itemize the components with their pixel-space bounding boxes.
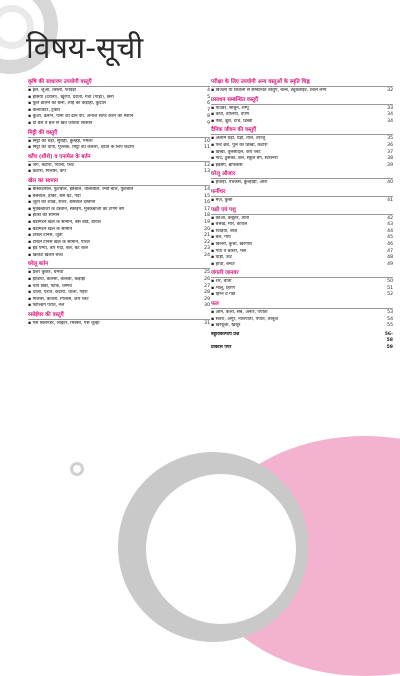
toc-entry[interactable] bbox=[211, 235, 393, 242]
toc-entry[interactable] bbox=[211, 143, 393, 150]
entry-page-number: 31 bbox=[204, 321, 210, 327]
entry-title: ▪ कटोरी, गिलास, कप bbox=[28, 169, 66, 175]
toc-section bbox=[28, 261, 210, 310]
entry-title: ▪ हंसिया (दराती), खुरपी, दरांती, गैंती (गाड़ा), छैनी bbox=[28, 94, 114, 100]
toc-section bbox=[28, 178, 210, 260]
toc-entry[interactable] bbox=[28, 95, 210, 102]
entry-page-number: 55 bbox=[387, 323, 393, 329]
toc-entry[interactable] bbox=[28, 114, 210, 121]
entry-title: ▪ चिड़िया, बाज़ bbox=[211, 228, 238, 234]
entry-page-number: 7 bbox=[207, 107, 210, 113]
toc-entry[interactable] bbox=[28, 321, 210, 328]
entry-title: बहुविकल्पीय प्रश्न bbox=[211, 331, 240, 337]
entry-title: ▪ फोल्डिंग परात, नल bbox=[28, 303, 65, 309]
toc-entry[interactable] bbox=[28, 220, 210, 227]
decorative-white-circle bbox=[146, 474, 296, 624]
section-heading: घरेलू औजार bbox=[211, 171, 393, 179]
toc-entry[interactable] bbox=[211, 286, 393, 293]
entry-page-number: 28 bbox=[204, 290, 210, 296]
entry-title: ▪ घोड़ा, ऊँट bbox=[211, 255, 232, 261]
entry-title: ▪ गैस सिलेण्डर, लाइटर, मिक्सी, गैस चूल्हा bbox=[28, 321, 100, 327]
entry-page-number: 21 bbox=[204, 233, 210, 239]
entry-title: ▪ संतरा, अंगूर, नाशपाती, पपीते, तरबूज bbox=[211, 316, 279, 322]
entry-page-number: 17 bbox=[204, 206, 210, 212]
entry-page-number: 24 bbox=[204, 252, 210, 258]
toc-entry[interactable] bbox=[28, 213, 210, 220]
entry-title: ▪ हाथी, बन्दर bbox=[211, 261, 235, 267]
toc-entry[interactable] bbox=[28, 297, 210, 304]
section-heading: परीक्षा के लिए उपयोगी अन्य वस्तुओं के स्मृति चिह्न bbox=[211, 79, 393, 87]
entry-page-number: 18 bbox=[204, 213, 210, 219]
entry-title: ▪ बिल्ली, कुत्ता, खरगोश bbox=[211, 241, 253, 247]
entry-title: ▪ दो बैल व हल से खेत जोतता किसान bbox=[28, 120, 93, 126]
toc-entry[interactable] bbox=[211, 249, 393, 256]
toc-entry[interactable] bbox=[211, 262, 393, 269]
entry-title: ▪ पाउडर, साबुन, शैम्पू bbox=[211, 105, 249, 111]
entry-title: ▪ गोंद, ठुसका, बेल, स्कूल बैग, स्टेशनरी bbox=[211, 156, 278, 162]
toc-entry[interactable] bbox=[211, 242, 393, 249]
toc-section bbox=[28, 130, 210, 152]
entry-title: ▪ जूतों की शाखें, रोलर, बेसबॉल दस्ताना bbox=[28, 200, 96, 206]
section-heading: घरेलू बर्तन bbox=[28, 261, 210, 269]
entry-title: ▪ खरबूजा, खजूर bbox=[211, 323, 241, 329]
entry-title: ▪ मुक्केबाजी के दस्ताने, स्कीइंग, मुक्केबाजी का टैंगिंग बैग bbox=[28, 206, 125, 212]
entry-title: ▪ हांडिया, कलसा, कलछा, कड़ाही bbox=[28, 277, 86, 283]
entry-page-number: 42 bbox=[387, 215, 393, 221]
entry-title: ▪ कल्टीवेटर, ट्रैक्टर bbox=[28, 107, 61, 113]
section-heading: काँच (शीशे) व एनामेल के बर्तन bbox=[28, 154, 210, 162]
entry-title: ▪ फूल डालने की छैनी, लोहे की कड़ाही, कुदाल bbox=[28, 101, 106, 107]
toc-entry[interactable] bbox=[28, 194, 210, 201]
entry-page-number: 34 bbox=[387, 118, 393, 124]
section-heading: खेल का सामान bbox=[28, 178, 210, 186]
entry-page-number: 6 bbox=[207, 101, 210, 107]
entry-page-number: 40 bbox=[387, 180, 393, 186]
entry-page-number: 14 bbox=[204, 186, 210, 192]
toc-entry[interactable] bbox=[211, 156, 393, 163]
entry-title: ▪ क्रिकेट खेलते बच्चे bbox=[28, 252, 63, 258]
toc-entry[interactable] bbox=[28, 207, 210, 214]
toc-entry[interactable] bbox=[211, 229, 393, 236]
toc-entry[interactable] bbox=[28, 284, 210, 291]
entry-title: ▪ कुआ, ढलान, पानी को ढोने का, अनाज साफ करने की मशीन bbox=[28, 114, 134, 120]
entry-page-number: 9 bbox=[207, 120, 210, 126]
entry-page-number: 8 bbox=[207, 114, 210, 120]
entry-page-number: 51 bbox=[387, 285, 393, 291]
entry-title: ▪ बत्तख, मोर, कोयल bbox=[211, 222, 248, 228]
entry-title: ▪ डिब्बी, तुलसीदल, कप प्लेट bbox=[211, 149, 261, 155]
entry-title: ▪ अलार्म घड़ी, घड़ी, तौल, तराजू bbox=[211, 136, 266, 142]
entry-page-number: 19 bbox=[204, 219, 210, 225]
entry-page-number: 16 bbox=[204, 200, 210, 206]
entry-page-number: 27 bbox=[204, 283, 210, 289]
toc-entry[interactable] bbox=[211, 198, 393, 205]
entry-page-number: 22 bbox=[204, 239, 210, 245]
entry-page-number: 49 bbox=[387, 261, 393, 267]
entry-title: ▪ पेस्ट, ब्रुश, टॉर्च, डिब्बी bbox=[211, 118, 253, 124]
entry-page-number: 54 bbox=[387, 316, 393, 322]
entry-page-number: 47 bbox=[387, 248, 393, 254]
toc-section bbox=[211, 79, 393, 95]
entry-title: ▪ हैंडबैग, ब्रीफकेस bbox=[211, 162, 243, 168]
toc-right-column bbox=[211, 79, 393, 352]
entry-title: ▪ टेबिल टेनिस, जूता bbox=[28, 233, 63, 239]
toc-entry[interactable] bbox=[28, 139, 210, 146]
toc-entry[interactable] bbox=[211, 136, 393, 143]
entry-page-number: 45 bbox=[387, 235, 393, 241]
toc-entry[interactable] bbox=[28, 108, 210, 115]
entry-title: ▪ बास्केटबॉल, फुटबॉल, हैंडबॉल, वॉलीबॉल, रग्बी बॉल, फुटबाल bbox=[28, 186, 134, 192]
toc-entry[interactable] bbox=[28, 246, 210, 253]
toc-entry[interactable] bbox=[211, 163, 393, 170]
entry-page-number: 53 bbox=[387, 310, 393, 316]
entry-title: ▪ हल, जुआ, तसला, फावड़ा bbox=[28, 88, 76, 93]
toc-entry[interactable] bbox=[211, 150, 393, 157]
decorative-small-ring bbox=[70, 462, 84, 476]
toc-entry[interactable] bbox=[211, 310, 393, 317]
entry-title: ▪ हिरन व गैंडा bbox=[211, 292, 236, 298]
page-title: विषय-सूची bbox=[26, 31, 144, 66]
entry-page-number: 12 bbox=[204, 162, 210, 168]
entry-page-number: 46 bbox=[387, 241, 393, 247]
toc-entry[interactable] bbox=[211, 106, 393, 113]
entry-title: प्रैक्टिस पेपर bbox=[211, 345, 232, 351]
entry-title: ▪ प्रेशर कुकर, चमचा bbox=[28, 270, 64, 276]
entry-page-number: 41 bbox=[387, 197, 393, 203]
entry-page-number: 5 bbox=[207, 94, 210, 100]
entry-title: ▪ थाली, परात, कटोरी, थाली, गहरा bbox=[28, 290, 88, 296]
entry-page-number: 37 bbox=[387, 149, 393, 155]
entry-title: ▪ हॉकी का सामान bbox=[28, 213, 60, 219]
toc-entry[interactable] bbox=[211, 119, 393, 126]
entry-title: ▪ चाय छन्नी, फोर्क, चम्मच bbox=[28, 283, 72, 289]
section-heading: जंगली जानवर bbox=[211, 270, 393, 278]
entry-title: ▪ कंघा, तौलिया, दर्पण bbox=[211, 112, 250, 118]
entry-page-number: 56-58 bbox=[384, 331, 393, 344]
toc-section bbox=[211, 97, 393, 126]
entry-page-number: 36 bbox=[387, 142, 393, 148]
entry-title: ▪ बिजली या बिजली से सम्बन्धित वस्तुएँ, बल्ब, ट्यूबलाइट, टेबल लैम्प bbox=[211, 88, 327, 93]
toc-entry[interactable] bbox=[211, 255, 393, 262]
entry-page-number: 33 bbox=[387, 105, 393, 111]
toc-section bbox=[211, 301, 393, 330]
toc-entry[interactable] bbox=[28, 145, 210, 152]
toc-section bbox=[211, 189, 393, 205]
entry-title: ▪ बेसबॉल, हॉकी, बेस बैट, गदा bbox=[28, 193, 81, 199]
toc-entry[interactable] bbox=[211, 279, 393, 286]
toc-entry[interactable] bbox=[28, 253, 210, 260]
entry-page-number: 30 bbox=[204, 303, 210, 309]
entry-title: ▪ हैंड पम्पा, तीर गदा, बेल, बेट बॉल bbox=[28, 246, 88, 252]
toc-section bbox=[28, 79, 210, 128]
entry-page-number: 43 bbox=[387, 222, 393, 228]
entry-page-number: 38 bbox=[387, 156, 393, 162]
entry-page-number: 10 bbox=[204, 138, 210, 144]
section-heading: फल bbox=[211, 301, 393, 309]
entry-title: ▪ पेन्ट ब्रश, पुल का डिब्बा, कटोरी bbox=[211, 142, 268, 148]
toc-entry[interactable] bbox=[28, 200, 210, 207]
toc-entry[interactable] bbox=[211, 345, 393, 352]
entry-page-number: 44 bbox=[387, 228, 393, 234]
toc-entry[interactable] bbox=[211, 332, 393, 345]
toc-entry[interactable] bbox=[28, 270, 210, 277]
entry-page-number: 26 bbox=[204, 277, 210, 283]
toc-entry[interactable] bbox=[28, 101, 210, 108]
toc-section bbox=[211, 207, 393, 269]
toc-entry[interactable] bbox=[211, 88, 393, 95]
entry-page-number: 48 bbox=[387, 255, 393, 261]
entry-title: ▪ मिट्टी का घड़ा, सुराही, कुल्हड़, गमला bbox=[28, 138, 93, 144]
section-heading: प्रसाधन सम्बन्धित वस्तुएँ bbox=[211, 97, 393, 105]
entry-page-number: 25 bbox=[204, 270, 210, 276]
toc-entry[interactable] bbox=[211, 222, 393, 229]
toc-entry[interactable] bbox=[211, 323, 393, 330]
section-heading: पक्षी एवं पशु bbox=[211, 207, 393, 215]
entry-title: ▪ बैल, गाय bbox=[211, 235, 231, 241]
entry-title: ▪ कौआ, कबूतर, तोता bbox=[211, 215, 250, 221]
entry-page-number: 35 bbox=[387, 136, 393, 142]
toc-entry[interactable] bbox=[28, 187, 210, 194]
toc-entry[interactable] bbox=[28, 121, 210, 128]
entry-page-number: 39 bbox=[387, 162, 393, 168]
toc-entry[interactable] bbox=[28, 169, 210, 176]
toc-entry[interactable] bbox=[211, 180, 393, 187]
entry-page-number: 23 bbox=[204, 246, 210, 252]
entry-page-number: 15 bbox=[204, 193, 210, 199]
entry-title: ▪ शेर, चीता bbox=[211, 279, 232, 285]
entry-title: ▪ टेबिल टेनिस खेल के सामान, पारल bbox=[28, 239, 90, 245]
entry-title: ▪ आम, केला, सेब, अनार, पपीता bbox=[211, 310, 268, 316]
entry-title: ▪ बैडमिंटन खेल के सामान bbox=[28, 226, 73, 232]
toc-section bbox=[211, 270, 393, 299]
section-heading: दैनिक जीवन की वस्तुएँ bbox=[211, 127, 393, 135]
entry-page-number: 29 bbox=[204, 296, 210, 302]
section-heading: फर्नीचर bbox=[211, 189, 393, 197]
toc-left-column bbox=[28, 79, 210, 328]
toc-section bbox=[211, 127, 393, 169]
toc-section bbox=[211, 171, 393, 187]
toc-section bbox=[211, 332, 393, 352]
section-heading: रसोईघर की वस्तुएँ bbox=[28, 312, 210, 320]
toc-entry[interactable] bbox=[211, 292, 393, 299]
entry-page-number: 4 bbox=[207, 88, 210, 93]
entry-page-number: 13 bbox=[204, 169, 210, 175]
toc-entry[interactable] bbox=[211, 216, 393, 223]
entry-page-number: 50 bbox=[387, 279, 393, 285]
toc-entry[interactable] bbox=[28, 233, 210, 240]
entry-title: ▪ गधा व बकरी, भैंस bbox=[211, 248, 247, 254]
section-heading: मिट्टी की वस्तुएँ bbox=[28, 130, 210, 138]
entry-page-number: 32 bbox=[387, 88, 393, 93]
entry-page-number: 52 bbox=[387, 292, 393, 298]
entry-title: ▪ जग, कटोरी, प्याला, प्लेट bbox=[28, 162, 74, 168]
entry-page-number: 34 bbox=[387, 112, 393, 118]
toc-entry[interactable] bbox=[28, 277, 210, 284]
toc-entry[interactable] bbox=[28, 303, 210, 310]
entry-page-number: 11 bbox=[204, 145, 210, 151]
section-heading: कृषि की साधारण उपयोगी वस्तुएँ bbox=[28, 79, 210, 87]
entry-title: ▪ बैडमिंटन खेल के सामान, बेस बोर्ड, डायल bbox=[28, 219, 101, 225]
toc-entry[interactable] bbox=[28, 227, 210, 234]
entry-title: ▪ गिलास, केतली, गिलास, कप प्लेट bbox=[28, 296, 89, 302]
entry-page-number: 59 bbox=[386, 345, 393, 351]
toc-entry[interactable] bbox=[28, 88, 210, 95]
toc-entry[interactable] bbox=[28, 240, 210, 247]
entry-title: ▪ मिट्टी का दीया, गुल्लक, मिट्टी की केतली, दवात के लिए कटोरा bbox=[28, 145, 135, 151]
entry-title: ▪ हथौड़ा, पेचकस, कुल्हाड़ी, आरी bbox=[211, 180, 268, 186]
entry-page-number: 20 bbox=[204, 226, 210, 232]
toc-section bbox=[28, 154, 210, 176]
toc-entry[interactable] bbox=[211, 317, 393, 324]
entry-title: ▪ मेज़, कुर्सी bbox=[211, 197, 233, 203]
toc-entry[interactable] bbox=[211, 112, 393, 119]
toc-entry[interactable] bbox=[28, 163, 210, 170]
entry-title: ▪ भालू, हिरण bbox=[211, 285, 235, 291]
toc-section bbox=[28, 312, 210, 328]
toc-entry[interactable] bbox=[28, 290, 210, 297]
